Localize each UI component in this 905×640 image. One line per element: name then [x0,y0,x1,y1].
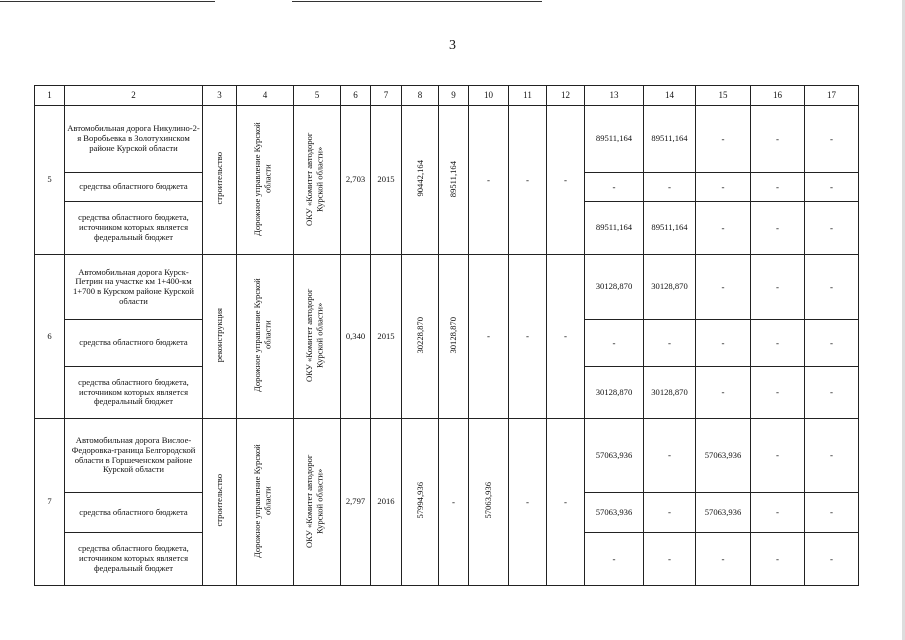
value-col-15: - [696,320,751,367]
cost-cell [439,106,469,255]
value-col-17: - [805,255,859,320]
cost-col-12: - [547,255,585,419]
value-col-13: 57063,936 [585,493,644,533]
work-type: реконструкция [214,308,225,363]
organization-cell [237,419,294,586]
total-cost: 90442,164 [414,160,425,197]
cost-cell [402,106,439,255]
scan-edge-line-left [0,1,215,2]
cost-col-11: - [509,255,547,419]
year: 2015 [371,106,402,255]
customer: ОКУ «Комитет автодорог Курской области» [304,288,325,382]
value-col-16: - [751,493,805,533]
organization: Дорожное управление Курской области [252,278,273,393]
customer-cell [294,106,341,255]
row-index: 5 [35,106,65,255]
value-col-15: - [696,367,751,419]
value-col-13: 30128,870 [585,255,644,320]
value-col-14: 30128,870 [644,255,696,320]
customer: ОКУ «Комитет автодорог Курской области» [304,453,325,548]
row-index: 6 [35,255,65,419]
value-col-17: - [805,419,859,493]
organization: Дорожное управление Курской области [252,443,273,558]
column-number: 1 [35,86,65,106]
year: 2016 [371,419,402,586]
cost-col-12: - [547,419,585,586]
organization: Дорожное управление Курской области [252,121,273,236]
value-col-16: - [751,202,805,255]
value-col-13: 89511,164 [585,106,644,173]
work-type-cell [203,106,237,255]
value-col-13: 89511,164 [585,202,644,255]
organization-cell [237,255,294,419]
value-col-15: 57063,936 [696,419,751,493]
value-col-15: - [696,202,751,255]
customer: ОКУ «Комитет автодорог Курской области» [304,131,325,226]
column-number: 9 [439,86,469,106]
value-col-17: - [805,173,859,202]
work-type-cell [203,255,237,419]
column-number: 14 [644,86,696,106]
work-type-cell [203,419,237,586]
length-km: 2,797 [341,419,371,586]
road-name: Автомобильная дорога Вислое-Федоровка-граница Белгородской области в Горшеченском районе Курской области [65,419,203,493]
funding-source: средства областного бюджета, источником которых является федеральный бюджет [65,533,203,586]
year: 2015 [371,255,402,419]
funding-source: средства областного бюджета, источником которых является федеральный бюджет [65,367,203,419]
column-number: 15 [696,86,751,106]
column-number: 3 [203,86,237,106]
value-col-15: - [696,106,751,173]
column-number: 8 [402,86,439,106]
cost-2016: - [469,255,509,419]
cost-cell [402,419,439,586]
column-number: 4 [237,86,294,106]
value-col-13: 30128,870 [585,367,644,419]
value-col-15: - [696,533,751,586]
value-col-15: - [696,173,751,202]
value-col-14: - [644,533,696,586]
funding-source: средства областного бюджета [65,493,203,533]
value-col-16: - [751,367,805,419]
page-number: 3 [449,38,456,53]
work-type: строительство [214,152,225,205]
funding-source: средства областного бюджета [65,173,203,202]
value-col-16: - [751,320,805,367]
cost-col-12: - [547,106,585,255]
table-row [35,419,859,493]
value-col-16: - [751,106,805,173]
value-col-13: - [585,533,644,586]
cost-2015: - [439,419,469,586]
funding-source: средства областного бюджета [65,320,203,367]
value-col-14: 89511,164 [644,202,696,255]
column-number: 16 [751,86,805,106]
value-col-17: - [805,106,859,173]
value-col-15: - [696,255,751,320]
funding-source: средства областного бюджета, источником которых является федеральный бюджет [65,202,203,255]
road-works-table [34,85,859,586]
value-col-13: - [585,173,644,202]
cost-cell [402,255,439,419]
column-number: 7 [371,86,402,106]
cost-cell [469,419,509,586]
value-col-16: - [751,255,805,320]
column-number: 13 [585,86,644,106]
value-col-15: 57063,936 [696,493,751,533]
cost-cell [439,255,469,419]
length-km: 2,703 [341,106,371,255]
organization-cell [237,106,294,255]
road-name: Автомобильная дорога Курск-Петрин на участке км 1+400-км 1+700 в Курском районе Курской области [65,255,203,320]
value-col-16: - [751,419,805,493]
value-col-14: - [644,493,696,533]
cost-2016: 57063,936 [483,482,494,519]
value-col-17: - [805,202,859,255]
customer-cell [294,419,341,586]
value-col-16: - [751,173,805,202]
row-index: 7 [35,419,65,586]
column-number: 5 [294,86,341,106]
table-row [35,106,859,173]
value-col-17: - [805,533,859,586]
column-number: 17 [805,86,859,106]
value-col-14: 89511,164 [644,106,696,173]
cost-2015: 30128,870 [448,316,459,354]
column-number: 11 [509,86,547,106]
road-name: Автомобильная дорога Никулино-2-я Воробьевка в Золотухинском районе Курской области [65,106,203,173]
value-col-16: - [751,533,805,586]
value-col-17: - [805,367,859,419]
customer-cell [294,255,341,419]
cost-col-11: - [509,106,547,255]
value-col-17: - [805,320,859,367]
total-cost: 30228,870 [414,316,425,354]
value-col-17: - [805,493,859,533]
length-km: 0,340 [341,255,371,419]
column-number-row [35,86,859,106]
value-col-14: - [644,173,696,202]
cost-2015: 89511,164 [448,160,459,197]
table-row [35,255,859,320]
column-number: 6 [341,86,371,106]
column-number: 2 [65,86,203,106]
value-col-13: 57063,936 [585,419,644,493]
work-type: строительство [214,474,225,527]
value-col-14: - [644,320,696,367]
value-col-14: - [644,419,696,493]
scan-edge-line-right [292,1,542,2]
total-cost: 57994,936 [414,482,425,519]
value-col-14: 30128,870 [644,367,696,419]
value-col-13: - [585,320,644,367]
column-number: 10 [469,86,509,106]
cost-2016: - [469,106,509,255]
column-number: 12 [547,86,585,106]
cost-col-11: - [509,419,547,586]
